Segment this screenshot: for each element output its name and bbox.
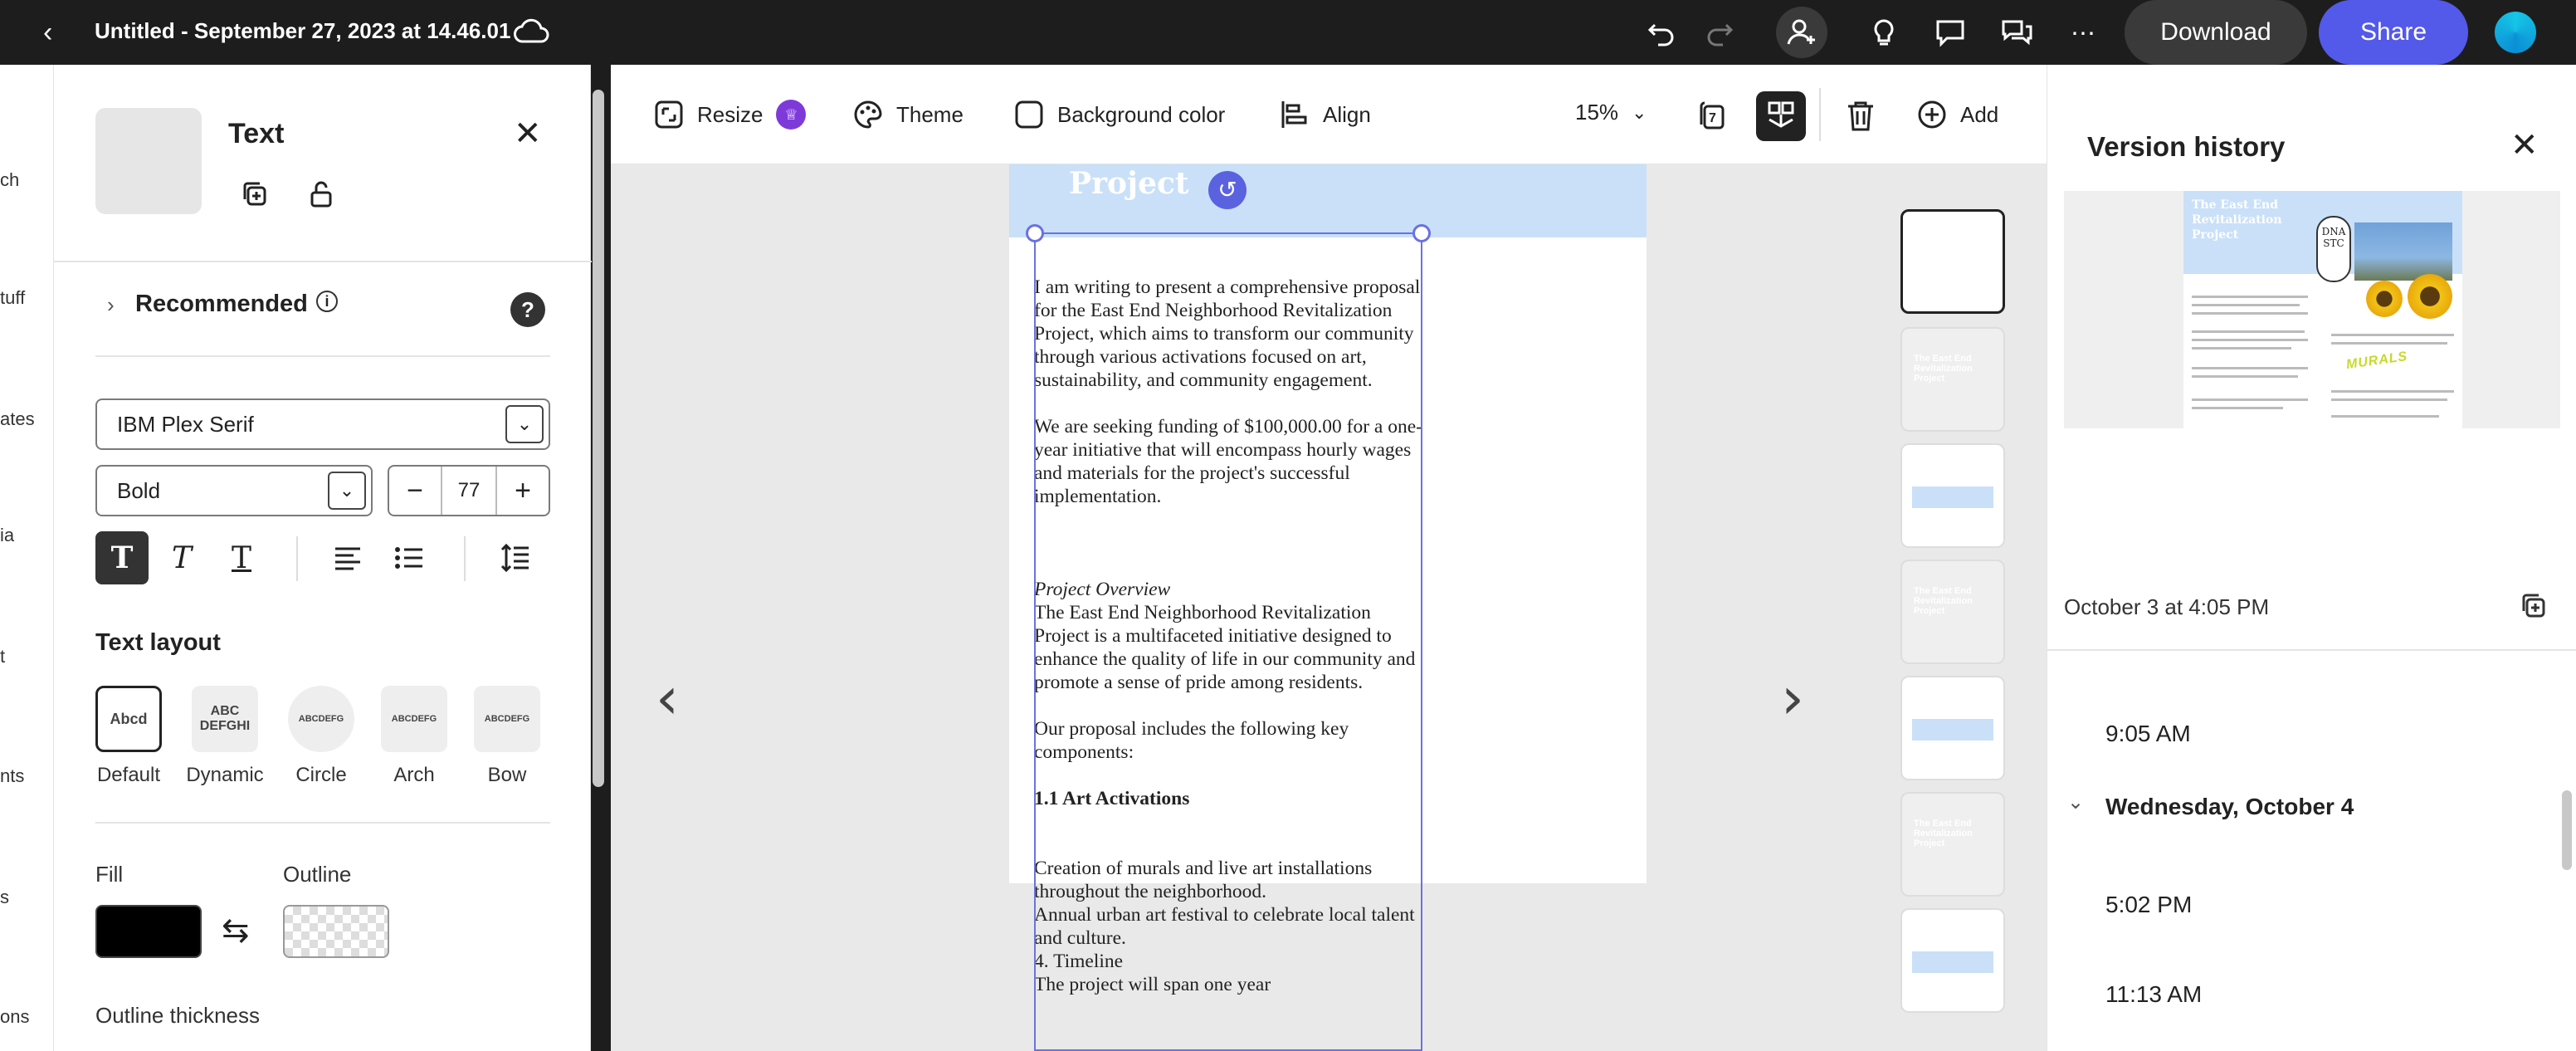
align-label: Align [1323,101,1371,127]
top-bar [0,0,2576,65]
delete-icon[interactable] [1836,91,1886,141]
rotate-handle-icon[interactable]: ↺ [1208,171,1247,209]
strip-label[interactable]: ia [0,525,15,545]
duplicate-icon[interactable] [238,178,271,211]
divider [2047,649,2576,651]
selection-frame [1034,232,1422,1051]
avatar[interactable] [2495,12,2536,53]
fill-color-swatch[interactable] [95,905,202,958]
zoom-value: 15% [1575,100,1619,125]
layout-label: Bow [487,764,527,786]
layout-default-option[interactable]: Abcd [95,686,162,752]
resize-button[interactable] [654,100,806,130]
background-color-label: Background color [1057,101,1226,127]
version-preview-document [2183,191,2462,428]
font-family-select[interactable] [95,398,550,450]
thumbnail-bar [1912,719,1993,741]
layout-bow-option[interactable]: ABCDEFG [474,686,540,752]
chevron-down-icon: ⌄ [1632,101,1647,123]
version-day-group[interactable]: Wednesday, October 4 [2105,794,2354,819]
bold-style-button[interactable]: T [95,531,149,584]
preview-text-line [2192,375,2298,378]
theme-button[interactable] [853,100,964,130]
invite-user-icon[interactable] [1776,7,1827,58]
premium-crown-icon: ♕ [776,100,806,130]
layout-label: Arch [393,764,435,786]
page-thumbnail[interactable] [1900,676,2005,780]
chevron-right-icon[interactable]: › [107,292,115,317]
panel-scrollbar[interactable] [593,90,604,787]
preview-text-line [2192,398,2308,401]
version-preview[interactable] [2064,191,2560,428]
version-history-panel [2047,65,2576,1051]
body-paragraph: The East End Neighborhood Revitalization Project is a multifaceted initiative designed to enhance the quality of life in our community and promote a sense of pride among residents. [1034,602,1416,693]
thumbnail-title: The East End Revitalization Project [1914,819,1973,848]
body-line: 4. Timeline [1034,951,1124,972]
font-weight-value: Bold [117,477,161,503]
lightbulb-icon[interactable] [1866,15,1902,51]
preview-text-line [2192,312,2308,315]
outline-thickness-label: Outline thickness [95,1003,260,1028]
version-item[interactable]: 9:05 AM [2105,721,2191,746]
add-button[interactable] [1917,100,1998,130]
layout-label: Dynamic [186,764,264,786]
canvas-toolbar [611,65,2047,164]
bullet-list-icon[interactable] [383,531,436,584]
text-properties-panel [53,65,591,1051]
align-icon [1280,100,1310,130]
outline-label: Outline [283,862,352,887]
page-thumbnail[interactable] [1900,209,2005,314]
resize-icon [654,100,684,130]
cloud-sync-icon[interactable] [513,17,549,51]
resize-label: Resize [697,101,764,127]
body-line: Creation of murals and live art installations throughout the neighborhood. [1034,858,1373,902]
background-color-button[interactable] [1014,100,1225,130]
next-page-arrow-icon[interactable]: › [1781,664,1804,732]
palette-icon [853,100,883,130]
svg-text:7: 7 [1709,111,1716,125]
thumbnail-title: The East End Revitalization Project [1914,586,1973,616]
minus-icon[interactable]: − [407,474,423,506]
divider [1819,88,1821,141]
italic-style-button[interactable]: T [171,540,192,575]
preview-text-line [2192,304,2300,306]
font-family-value: IBM Plex Serif [117,411,254,437]
comment-icon[interactable] [1932,15,1969,51]
text-style-preview [95,108,202,214]
preview-text-line [2331,390,2454,393]
divider [95,822,550,824]
current-version-date: October 3 at 4:05 PM [2064,594,2270,619]
layers-icon[interactable] [1756,91,1806,141]
preview-text-line [2331,415,2439,418]
align-left-icon[interactable] [321,531,374,584]
panel-title: Text [228,118,285,149]
plus-circle-icon [1917,100,1947,130]
share-button[interactable]: Share [2319,0,2468,65]
strip-label[interactable]: nts [0,765,25,786]
back-chevron-icon[interactable]: ‹ [43,17,53,48]
version-item[interactable]: 5:02 PM [2105,892,2193,917]
align-button[interactable] [1280,100,1371,130]
chevron-down-icon: ⌄ [328,472,366,510]
background-square-icon [1014,100,1044,130]
layout-circle-option[interactable]: ABCDEFG [288,686,354,752]
strip-label[interactable]: ates [0,408,35,429]
strip-label[interactable]: ch [0,169,20,190]
preview-title: The East End Revitalization Project [2192,198,2282,242]
strip-label[interactable]: tuff [0,287,26,308]
redo-icon[interactable] [1701,15,1738,51]
font-weight-select[interactable] [95,465,373,516]
underline-style-button[interactable]: T [231,540,251,575]
zoom-select[interactable] [1575,100,1647,125]
preview-text-line [2331,342,2447,345]
body-paragraph: I am writing to present a comprehensive proposal for the East End Neighborhood Revitalization Project, which aims to transform our community through various activations focused on art, sustainability, and community engagement. [1034,276,1421,391]
theme-label: Theme [896,101,964,127]
layout-label: Default [96,764,161,786]
page-thumbnail[interactable] [1900,560,2005,664]
page-thumbnail[interactable] [1900,443,2005,548]
strip-label[interactable]: s [0,887,9,907]
version-history-title: Version history [2087,131,2286,162]
left-nav-strip [0,65,53,1051]
preview-text-line [2192,339,2308,341]
preview-text-line [2192,407,2283,409]
page-thumbnail[interactable] [1900,908,2005,1013]
page-count-icon[interactable] [1688,91,1738,141]
outline-color-swatch[interactable] [283,905,389,958]
chat-icon[interactable] [1998,15,2035,51]
document-title[interactable]: Untitled - September 27, 2023 at 14.46.01 [95,18,511,43]
duplicate-version-icon[interactable] [2517,589,2550,627]
body-paragraph: We are seeking funding of $100,000.00 for a one-year initiative that will encompass hourly wages and materials for the project's successful implementation. [1034,416,1422,507]
divider [95,355,550,357]
chevron-down-icon[interactable]: ⌄ [2067,791,2085,814]
line-spacing-icon[interactable] [489,531,542,584]
divider [296,536,298,581]
page-thumbnail[interactable] [1900,792,2005,897]
close-icon[interactable]: ✕ [514,115,542,152]
download-button[interactable]: Download [2125,0,2307,65]
resize-handle[interactable] [1026,224,1044,242]
resize-handle[interactable] [1412,224,1431,242]
strip-label[interactable]: t [0,646,6,667]
strip-label[interactable]: ons [0,1006,30,1027]
art-activations-heading: 1.1 Art Activations [1034,788,1190,809]
preview-text-line [2192,367,2308,369]
plus-icon[interactable]: + [515,474,531,506]
preview-murals-graphic: MURALS [2345,349,2409,373]
font-size-stepper[interactable] [388,465,550,516]
preview-photo [2354,222,2452,281]
help-icon[interactable]: ? [510,292,545,327]
unlock-icon[interactable] [305,178,338,211]
sunflower-image [2366,281,2403,317]
preview-text-line [2192,347,2291,350]
previous-page-arrow-icon[interactable]: ‹ [656,664,679,732]
font-size-value[interactable]: 77 [441,467,497,515]
sunflower-image [2408,274,2452,319]
body-line: Annual urban art festival to celebrate local talent and culture. [1034,904,1415,949]
page-header-band [1009,164,1647,237]
fill-label: Fill [95,862,124,887]
undo-icon[interactable] [1643,15,1680,51]
divider [464,536,466,581]
text-layout-heading: Text layout [95,629,221,656]
version-scrollbar[interactable] [2562,790,2572,870]
info-icon[interactable]: i [316,291,338,312]
thumbnail-bar [1912,486,1993,508]
thumbnail-bar [1912,951,1993,973]
layout-arch-option[interactable]: ABCDEFG [381,686,447,752]
overview-heading: Project Overview [1034,579,1171,600]
preview-seal: DNA STC [2316,216,2351,282]
preview-text-line [2192,296,2308,298]
preview-text-line [2331,334,2454,336]
layout-dynamic-option[interactable]: ABC DEFGHI [192,686,258,752]
thumbnail-title: The East End Revitalization Project [1914,354,1973,384]
body-paragraph: Our proposal includes the following key components: [1034,718,1349,763]
chevron-down-icon: ⌄ [505,405,544,443]
divider [54,261,592,262]
body-line: The project will span one year [1034,974,1271,995]
version-item[interactable]: 11:13 AM [2105,981,2203,1007]
add-label: Add [1960,101,1999,127]
page-thumbnail[interactable] [1900,327,2005,432]
preview-text-line [2331,398,2447,401]
more-icon[interactable]: ⋯ [2071,19,2095,47]
recommended-toggle[interactable]: Recommended [135,291,308,317]
page-title[interactable]: Project [1069,166,1189,201]
layout-label: Circle [295,764,347,786]
preview-text-line [2192,330,2305,333]
close-icon[interactable]: ✕ [2510,127,2539,164]
swap-colors-icon[interactable]: ⇆ [222,912,250,949]
